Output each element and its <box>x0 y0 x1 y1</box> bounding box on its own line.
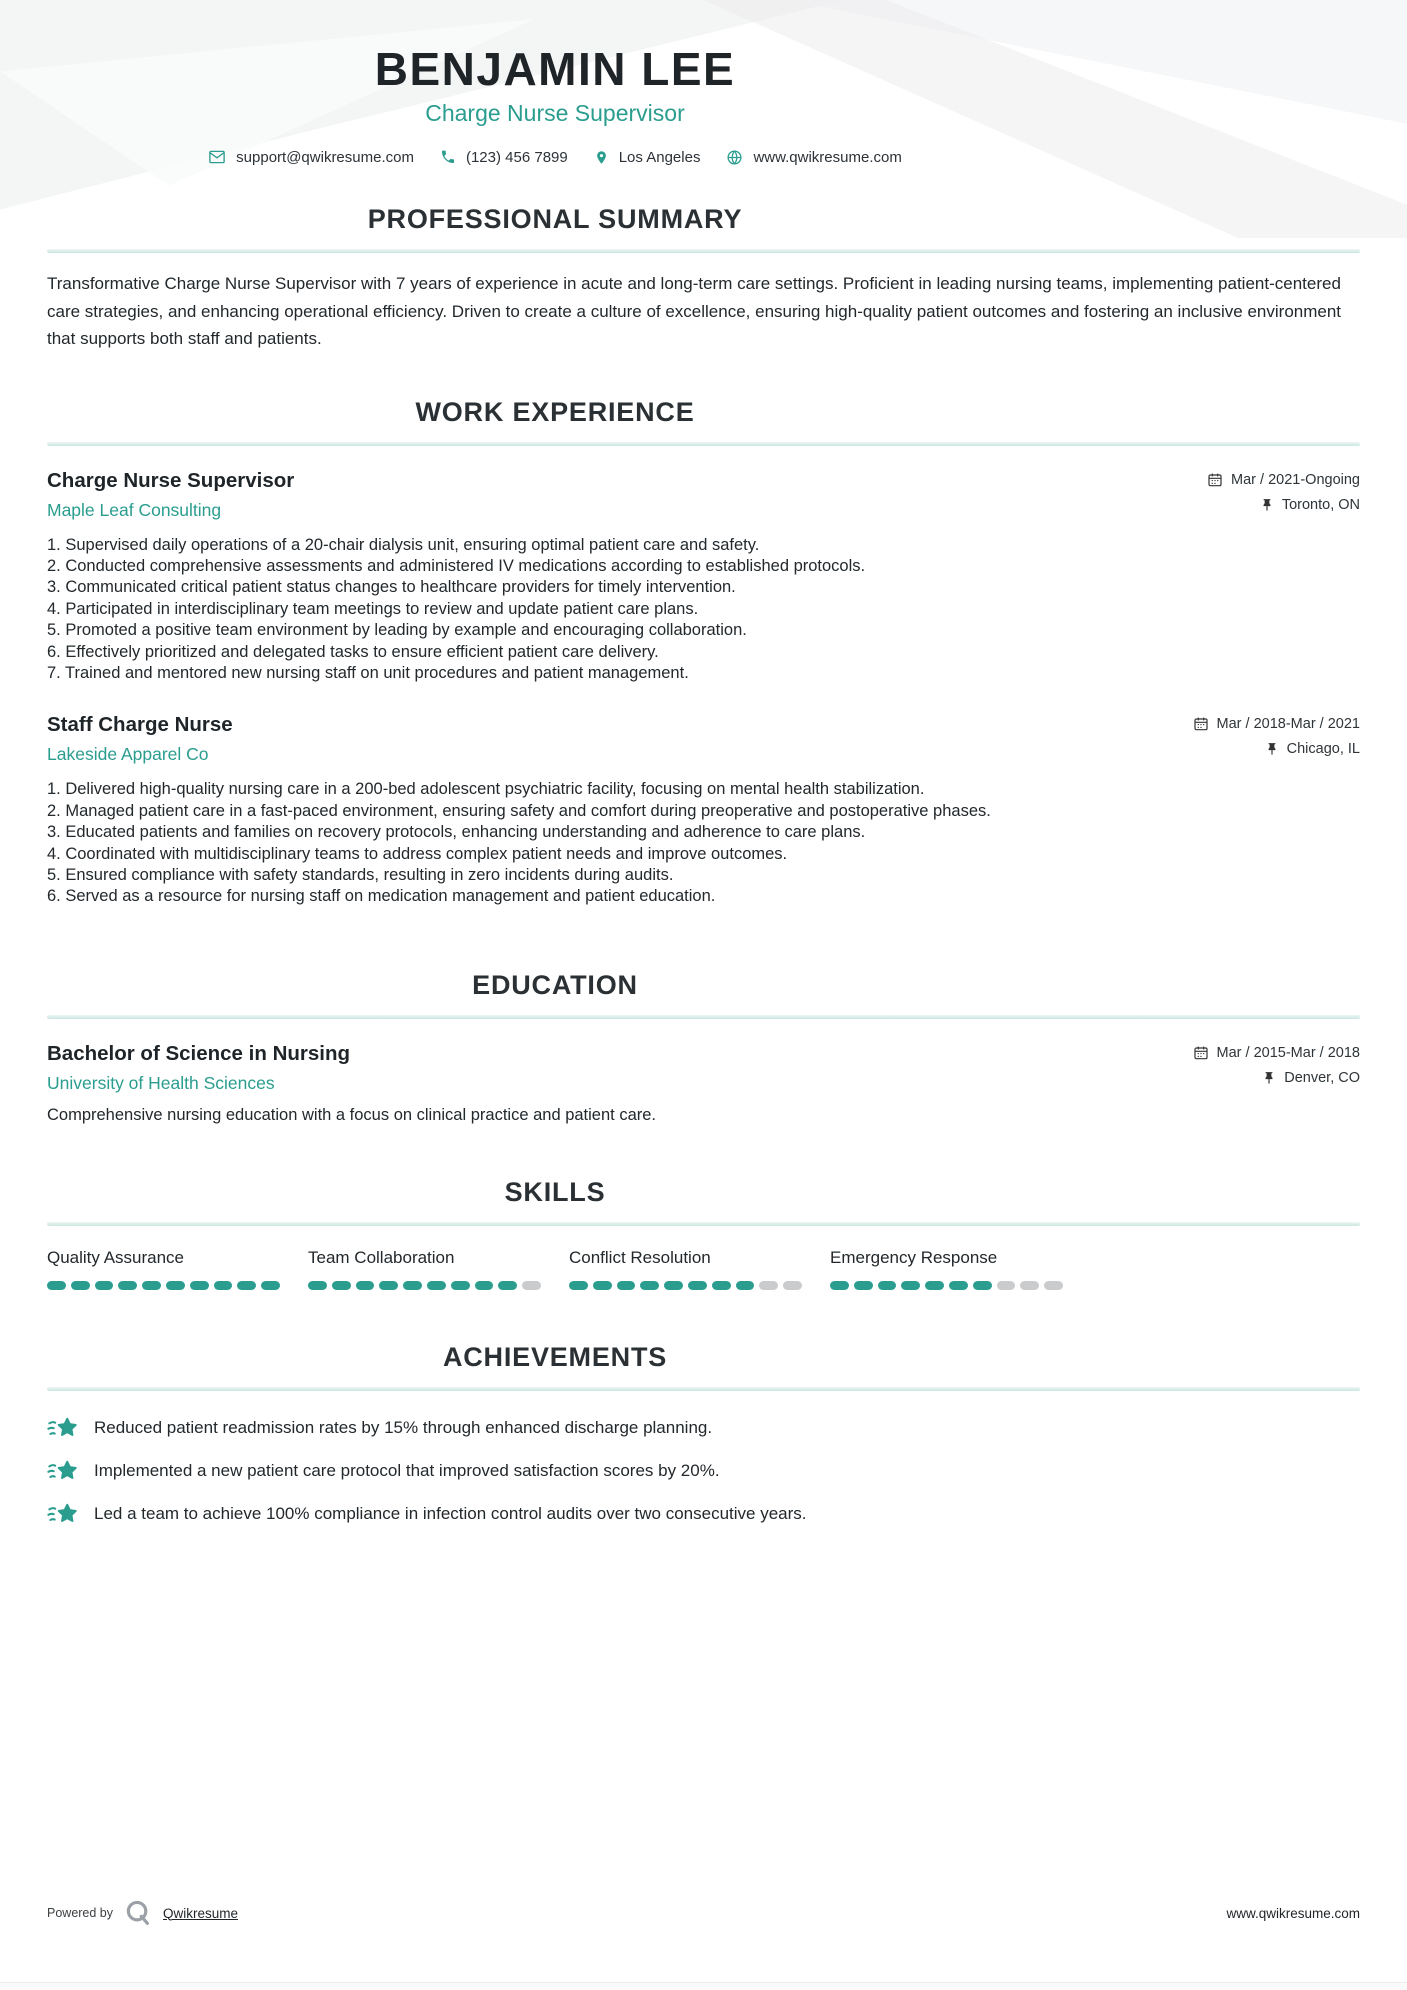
work-section-title: WORK EXPERIENCE <box>415 396 695 427</box>
shooting-star-icon <box>47 1501 79 1528</box>
skill-segment-filled <box>640 1281 659 1290</box>
job-dates <box>1193 716 1360 732</box>
job-point: 1. Delivered high-quality nursing care in a 200-bed adolescent psychiatric facility, focusing on mental health stabilization. <box>47 780 925 799</box>
skill-segment-filled <box>569 1281 588 1290</box>
education-entry <box>47 1042 1360 1125</box>
section-divider <box>47 1222 1360 1226</box>
skill-level-bar <box>830 1281 1063 1290</box>
achievements-list <box>47 1415 1360 1528</box>
job-point: 6. Effectively prioritized and delegated tasks to ensure efficient patient care delivery. <box>47 642 659 661</box>
job-point: 6. Served as a resource for nursing staff on medication management and patient education. <box>47 887 716 906</box>
job-point: 2. Conducted comprehensive assessments and administered IV medications according to established protocols. <box>47 556 866 575</box>
page-bottom-strip <box>0 1982 1407 1990</box>
skill-segment-filled <box>95 1281 114 1290</box>
email-icon <box>208 148 226 166</box>
job-location-text: Chicago, IL <box>1286 741 1360 758</box>
skill-segment-filled <box>475 1281 494 1290</box>
job-point: 3. Communicated critical patient status changes to healthcare providers for timely intervention. <box>47 578 736 597</box>
skill-segment-filled <box>237 1281 256 1290</box>
job-location-text: Toronto, ON <box>1281 496 1360 513</box>
contact-location <box>594 149 701 166</box>
skill-item <box>47 1248 280 1290</box>
pushpin-icon <box>1265 742 1279 756</box>
calendar-icon <box>1207 472 1223 488</box>
calendar-icon <box>1193 716 1209 732</box>
skill-level-bar <box>308 1281 541 1290</box>
job-location <box>1193 741 1360 757</box>
contact-location-text: Los Angeles <box>618 148 701 166</box>
skill-segment-filled <box>166 1281 185 1290</box>
achievement-item <box>47 1415 1360 1442</box>
skill-segment-filled <box>949 1281 968 1290</box>
calendar-icon <box>1193 1045 1209 1061</box>
skill-label: Quality Assurance <box>47 1247 185 1267</box>
shooting-star-icon <box>47 1415 79 1442</box>
job-location <box>1207 497 1360 513</box>
skill-segment-filled <box>214 1281 233 1290</box>
shooting-star-icon <box>47 1458 79 1485</box>
achievement-item <box>47 1501 1360 1528</box>
skill-segment-filled <box>830 1281 849 1290</box>
qwikresume-brand-link[interactable]: Qwikresume <box>163 1905 239 1921</box>
skill-segment-filled <box>451 1281 470 1290</box>
section-divider <box>47 1015 1360 1019</box>
contact-row <box>47 148 1063 166</box>
skill-level-bar <box>47 1281 280 1290</box>
skill-segment-filled <box>261 1281 280 1290</box>
skill-segment-filled <box>854 1281 873 1290</box>
skill-level-bar <box>569 1281 802 1290</box>
resume-header <box>47 0 1063 166</box>
phone-icon <box>440 149 456 165</box>
skill-segment-filled <box>427 1281 446 1290</box>
skill-segment-empty <box>1044 1281 1063 1290</box>
footer-website: www.qwikresume.com <box>1226 1905 1360 1921</box>
skill-segment-filled <box>617 1281 636 1290</box>
job-entry <box>47 469 1360 685</box>
skill-label: Emergency Response <box>830 1247 998 1267</box>
job-points <box>47 779 1360 907</box>
job-company: Maple Leaf Consulting <box>47 499 222 520</box>
contact-email[interactable] <box>208 148 414 166</box>
candidate-name: BENJAMIN LEE <box>374 43 736 95</box>
skills-section-title: SKILLS <box>504 1176 606 1207</box>
job-point: 7. Trained and mentored new nursing staff on unit procedures and patient management. <box>47 663 689 682</box>
job-heading <box>47 713 233 765</box>
education-dates-text: Mar / 2015-Mar / 2018 <box>1216 1044 1360 1061</box>
job-point: 4. Participated in interdisciplinary team meetings to review and update patient care plans. <box>47 599 699 618</box>
skill-segment-filled <box>308 1281 327 1290</box>
powered-by-label: Powered by <box>47 1906 114 1920</box>
skill-item <box>830 1248 1063 1290</box>
skill-segment-filled <box>925 1281 944 1290</box>
skill-segment-empty <box>1020 1281 1039 1290</box>
education-school: University of Health Sciences <box>47 1072 275 1093</box>
job-entry <box>47 713 1360 907</box>
section-skills <box>47 1177 1360 1290</box>
education-description: Comprehensive nursing education with a focus on clinical practice and patient care. <box>47 1105 657 1124</box>
section-education <box>47 970 1360 1125</box>
skill-segment-filled <box>71 1281 90 1290</box>
section-work-experience <box>47 397 1360 908</box>
location-pin-icon <box>594 149 609 166</box>
skill-segment-empty <box>522 1281 541 1290</box>
skill-segment-filled <box>190 1281 209 1290</box>
skill-segment-filled <box>498 1281 517 1290</box>
education-location-text: Denver, CO <box>1284 1069 1360 1086</box>
skill-item <box>308 1248 541 1290</box>
contact-email-text: support@qwikresume.com <box>236 148 414 166</box>
achievement-text: Led a team to achieve 100% compliance in infection control audits over two consecutive years. <box>94 1504 807 1524</box>
job-meta <box>1193 713 1360 766</box>
summary-section-title: PROFESSIONAL SUMMARY <box>367 204 743 234</box>
section-divider <box>47 249 1360 253</box>
skill-segment-filled <box>47 1281 66 1290</box>
skill-segment-filled <box>664 1281 683 1290</box>
footer <box>47 1898 1360 1928</box>
skill-segment-filled <box>142 1281 161 1290</box>
skill-segment-filled <box>973 1281 992 1290</box>
education-degree: Bachelor of Science in Nursing <box>47 1041 351 1065</box>
education-heading <box>47 1042 350 1094</box>
job-points <box>47 535 1360 685</box>
contact-website-text: www.qwikresume.com <box>753 148 902 166</box>
skill-segment-filled <box>379 1281 398 1290</box>
candidate-title: Charge Nurse Supervisor <box>425 100 685 126</box>
contact-phone[interactable] <box>440 149 568 166</box>
job-meta <box>1207 469 1360 522</box>
contact-phone-text: (123) 456 7899 <box>465 148 568 166</box>
contact-website[interactable] <box>726 149 901 166</box>
qwikresume-logo-icon <box>123 1898 153 1928</box>
section-achievements <box>47 1342 1360 1528</box>
skill-segment-filled <box>901 1281 920 1290</box>
job-title: Staff Charge Nurse <box>47 713 233 737</box>
job-point: 3. Educated patients and families on recovery protocols, enhancing understanding and adherence to care plans. <box>47 823 866 842</box>
education-meta <box>1193 1042 1360 1095</box>
section-divider <box>47 1387 1360 1391</box>
skill-segment-filled <box>118 1281 137 1290</box>
skill-segment-filled <box>878 1281 897 1290</box>
skill-item <box>569 1248 802 1290</box>
job-point: 5. Promoted a positive team environment by leading by example and encouraging collaboration. <box>47 621 747 640</box>
job-dates-text: Mar / 2018-Mar / 2021 <box>1216 716 1360 733</box>
pushpin-icon <box>1260 498 1274 512</box>
achievements-section-title: ACHIEVEMENTS <box>442 1341 668 1372</box>
skills-grid <box>47 1248 1360 1290</box>
job-point: 4. Coordinated with multidisciplinary teams to address complex patient needs and improve outcomes. <box>47 844 788 863</box>
skill-label: Conflict Resolution <box>569 1247 711 1267</box>
achievement-text: Implemented a new patient care protocol that improved satisfaction scores by 20%. <box>94 1461 720 1481</box>
skill-segment-filled <box>688 1281 707 1290</box>
section-divider <box>47 442 1360 446</box>
achievement-text: Reduced patient readmission rates by 15% through enhanced discharge planning. <box>94 1418 713 1438</box>
education-location <box>1193 1070 1360 1086</box>
summary-text: Transformative Charge Nurse Supervisor with 7 years of experience in acute and long-term care settings. Proficient in leading nursing teams, implementing patient-centered care strategies, and enhancing operational efficiency. Driven to create a culture of excellence, ensuring high-quality patient outcomes and fostering an inclusive environment that supports both staff and patients. <box>47 274 1342 348</box>
education-section-title: EDUCATION <box>472 969 638 1000</box>
skill-label: Team Collaboration <box>308 1247 455 1267</box>
skill-segment-empty <box>997 1281 1016 1290</box>
skill-segment-filled <box>403 1281 422 1290</box>
skill-segment-filled <box>356 1281 375 1290</box>
education-dates <box>1193 1045 1360 1061</box>
skill-segment-filled <box>332 1281 351 1290</box>
job-company: Lakeside Apparel Co <box>47 744 209 765</box>
achievement-item <box>47 1458 1360 1485</box>
job-point: 2. Managed patient care in a fast-paced environment, ensuring safety and comfort during preoperative and postoperative phases. <box>47 801 991 820</box>
skill-segment-filled <box>593 1281 612 1290</box>
job-point: 1. Supervised daily operations of a 20-chair dialysis unit, ensuring optimal patient care and safety. <box>47 535 760 554</box>
job-title: Charge Nurse Supervisor <box>47 468 295 492</box>
skill-segment-filled <box>736 1281 755 1290</box>
skill-segment-empty <box>759 1281 778 1290</box>
skill-segment-empty <box>783 1281 802 1290</box>
job-dates-text: Mar / 2021-Ongoing <box>1231 471 1360 488</box>
section-summary <box>47 204 1360 353</box>
job-heading <box>47 469 294 521</box>
skill-segment-filled <box>712 1281 731 1290</box>
job-point: 5. Ensured compliance with safety standards, resulting in zero incidents during audits. <box>47 865 674 884</box>
footer-branding <box>47 1898 238 1928</box>
pushpin-icon <box>1262 1071 1276 1085</box>
job-dates <box>1207 472 1360 488</box>
globe-icon <box>726 149 743 166</box>
